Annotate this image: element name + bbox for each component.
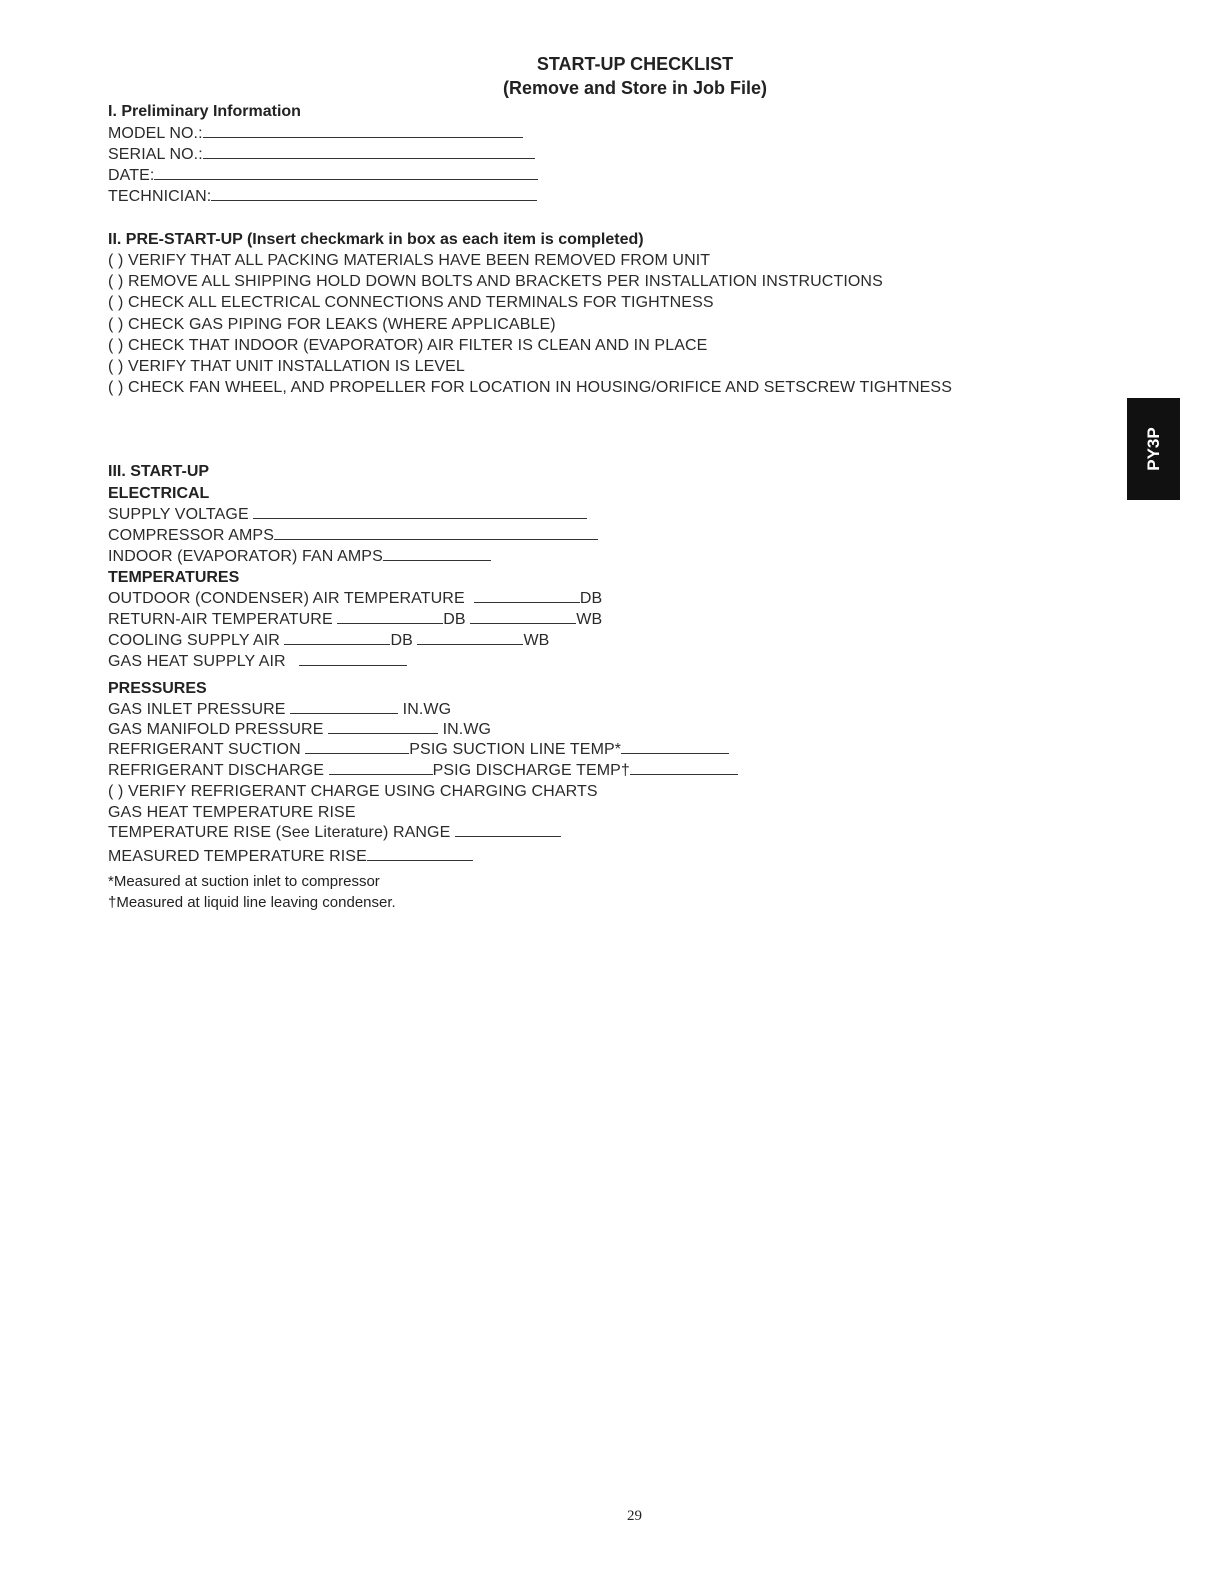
refrigerant-suction-field[interactable] <box>108 741 729 759</box>
temperatures-heading: TEMPERATURES <box>108 569 240 586</box>
compressor-amps-blank[interactable] <box>274 527 598 540</box>
return-air-wb-blank[interactable] <box>470 611 576 624</box>
prestart-item[interactable]: ( ) CHECK ALL ELECTRICAL CONNECTIONS AND TERMINALS FOR TIGHTNESS <box>108 294 714 311</box>
prestart-item[interactable]: ( ) VERIFY THAT UNIT INSTALLATION IS LEVEL <box>108 358 465 375</box>
temp-rise-range-blank[interactable] <box>455 824 561 837</box>
cooling-supply-label: COOLING SUPPLY AIR <box>108 632 280 649</box>
outdoor-temp-field[interactable] <box>108 590 602 608</box>
db-label: DB <box>390 632 413 649</box>
temp-rise-range-label: TEMPERATURE RISE (See Literature) RANGE <box>108 824 451 841</box>
gas-heat-rise-label: GAS HEAT TEMPERATURE RISE <box>108 804 356 821</box>
model-no-field[interactable] <box>108 125 523 143</box>
compressor-amps-label: COMPRESSOR AMPS <box>108 527 274 544</box>
side-tab <box>1127 398 1180 500</box>
model-no-label: MODEL NO.: <box>108 125 203 142</box>
checklist-subtitle: (Remove and Store in Job File) <box>502 78 768 98</box>
gas-heat-supply-field[interactable] <box>108 653 407 671</box>
serial-no-blank[interactable] <box>203 146 535 159</box>
startup-heading: III. START-UP <box>108 463 210 480</box>
outdoor-temp-label: OUTDOOR (CONDENSER) AIR TEMPERATURE <box>108 590 465 607</box>
date-field[interactable] <box>108 167 538 185</box>
prestart-item[interactable]: ( ) CHECK FAN WHEEL, AND PROPELLER FOR LOCATION IN HOUSING/ORIFICE AND SETSCREW TIGHTNESS <box>108 379 952 396</box>
supply-voltage-label: SUPPLY VOLTAGE <box>108 506 249 523</box>
date-blank[interactable] <box>154 167 538 180</box>
refrigerant-discharge-field[interactable] <box>108 762 738 780</box>
cooling-supply-db-blank[interactable] <box>284 632 390 645</box>
technician-field[interactable] <box>108 188 537 206</box>
psig-suction-label: PSIG SUCTION LINE TEMP* <box>409 741 622 758</box>
preliminary-heading: I. Preliminary Information <box>108 103 301 120</box>
outdoor-db-blank[interactable] <box>474 590 580 603</box>
supply-voltage-blank[interactable] <box>253 506 587 519</box>
serial-no-field[interactable] <box>108 146 535 164</box>
measured-rise-field[interactable] <box>108 848 473 866</box>
gas-inlet-blank[interactable] <box>290 701 398 714</box>
suction-note: *Measured at suction inlet to compressor <box>108 873 380 890</box>
measured-rise-blank[interactable] <box>367 848 473 861</box>
cooling-supply-wb-blank[interactable] <box>417 632 523 645</box>
wb-label: WB <box>523 632 550 649</box>
return-air-temp-field[interactable] <box>108 611 602 629</box>
technician-blank[interactable] <box>211 188 537 201</box>
gas-manifold-field[interactable] <box>108 721 491 739</box>
liquid-note: †Measured at liquid line leaving condenser. <box>108 894 396 911</box>
refrigerant-suction-blank[interactable] <box>305 741 409 754</box>
gas-manifold-label: GAS MANIFOLD PRESSURE <box>108 721 324 738</box>
psig-discharge-label: PSIG DISCHARGE TEMP† <box>432 762 630 779</box>
electrical-heading: ELECTRICAL <box>108 485 210 502</box>
checklist-title: START-UP CHECKLIST <box>536 54 734 74</box>
technician-label: TECHNICIAN: <box>108 188 212 205</box>
pressures-heading: PRESSURES <box>108 680 207 697</box>
page-number: 29 <box>627 1508 642 1524</box>
temp-rise-range-field[interactable] <box>108 824 561 842</box>
refrigerant-discharge-blank[interactable] <box>329 762 433 775</box>
indoor-fan-amps-field[interactable] <box>108 548 491 566</box>
prestart-item[interactable]: ( ) CHECK THAT INDOOR (EVAPORATOR) AIR FILTER IS CLEAN AND IN PLACE <box>108 337 708 354</box>
discharge-temp-blank[interactable] <box>630 762 738 775</box>
supply-voltage-field[interactable] <box>108 506 587 524</box>
refrigerant-discharge-label: REFRIGERANT DISCHARGE <box>108 762 325 779</box>
db-label: DB <box>579 590 603 607</box>
prestart-item[interactable]: ( ) REMOVE ALL SHIPPING HOLD DOWN BOLTS AND BRACKETS PER INSTALLATION INSTRUCTIONS <box>108 273 883 290</box>
serial-no-label: SERIAL NO.: <box>108 146 203 163</box>
return-air-db-blank[interactable] <box>337 611 443 624</box>
refrigerant-suction-label: REFRIGERANT SUCTION <box>108 741 301 758</box>
prestart-heading: II. PRE-START-UP (Insert checkmark in box as each item is completed) <box>108 231 644 248</box>
indoor-fan-amps-blank[interactable] <box>383 548 491 561</box>
suction-line-temp-blank[interactable] <box>621 741 729 754</box>
gas-manifold-blank[interactable] <box>328 721 438 734</box>
return-air-temp-label: RETURN-AIR TEMPERATURE <box>108 611 333 628</box>
indoor-fan-amps-label: INDOOR (EVAPORATOR) FAN AMPS <box>108 548 383 565</box>
measured-rise-label: MEASURED TEMPERATURE RISE <box>108 848 367 865</box>
prestart-item[interactable]: ( ) CHECK GAS PIPING FOR LEAKS (WHERE APPLICABLE) <box>108 316 556 333</box>
in-wg-label: IN.WG <box>402 701 452 718</box>
date-label: DATE: <box>108 167 155 184</box>
gas-inlet-field[interactable] <box>108 701 451 719</box>
cooling-supply-field[interactable] <box>108 632 549 650</box>
model-no-blank[interactable] <box>203 125 523 138</box>
gas-inlet-label: GAS INLET PRESSURE <box>108 701 286 718</box>
compressor-amps-field[interactable] <box>108 527 598 545</box>
wb-label: WB <box>576 611 603 628</box>
in-wg-label: IN.WG <box>442 721 492 738</box>
gas-heat-supply-blank[interactable] <box>299 653 407 666</box>
prestart-item[interactable]: ( ) VERIFY THAT ALL PACKING MATERIALS HAVE BEEN REMOVED FROM UNIT <box>108 252 711 269</box>
db-label: DB <box>443 611 466 628</box>
gas-heat-supply-label: GAS HEAT SUPPLY AIR <box>108 653 286 670</box>
side-tab-label: PY3P <box>1143 427 1163 471</box>
verify-charge-item[interactable]: ( ) VERIFY REFRIGERANT CHARGE USING CHARGING CHARTS <box>108 783 598 800</box>
